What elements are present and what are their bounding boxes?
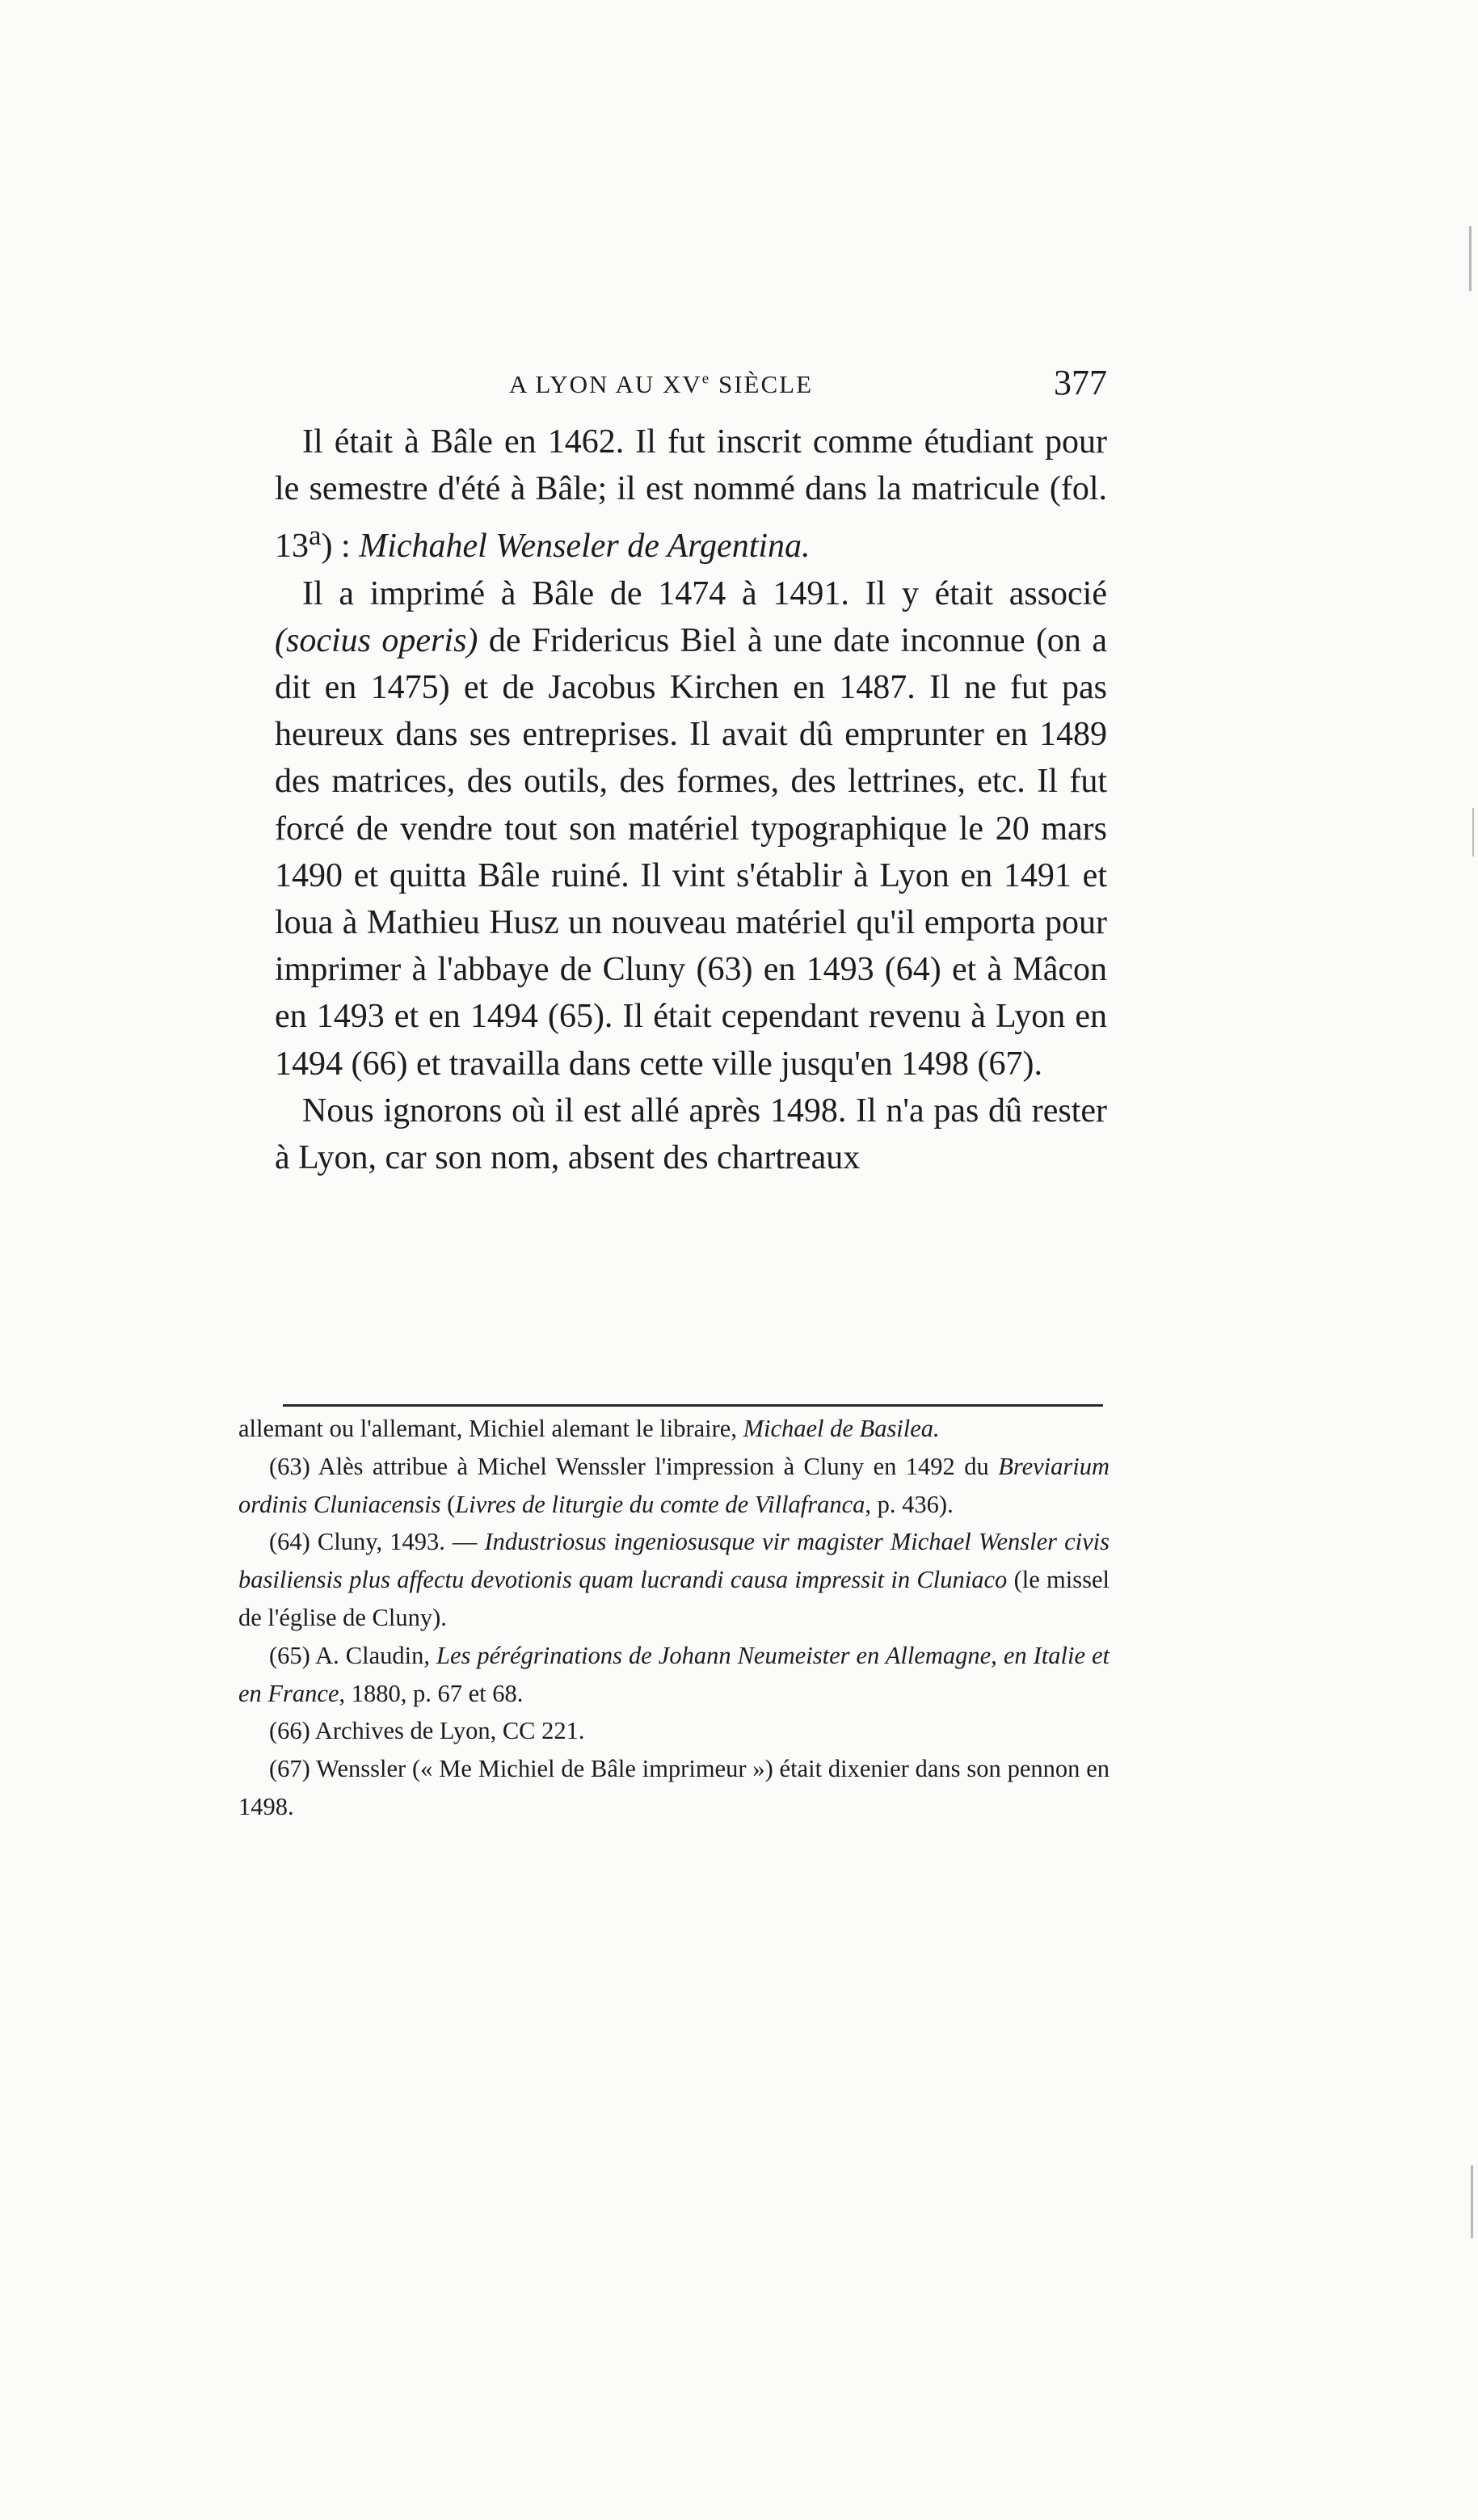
footnote-65-title: Les pérégrinations de Johann Neumeister en Allemagne, en Italie et en France — [238, 1641, 1110, 1707]
matricule-quote: Michahel Wenseler de Argentina. — [359, 528, 811, 566]
footnote-continuation-italic: Michael de Basilea. — [743, 1415, 940, 1442]
footnote-63-paren: ( — [440, 1490, 456, 1518]
running-title — [509, 370, 813, 399]
running-title-text: A LYON AU XV — [509, 370, 702, 398]
footnote-65-end: , 1880, p. 67 et 68. — [339, 1679, 524, 1707]
footnote-67: (67) Wenssler (« Me Michiel de Bâle imprimeur ») était dixenier dans son pennon en 1498. — [238, 1755, 1110, 1820]
scan-edge-mark — [1471, 2165, 1473, 2238]
paragraph-1-colon: ) : — [321, 528, 360, 566]
scan-edge-mark — [1472, 808, 1474, 856]
footnote-65 — [238, 1637, 1110, 1713]
footnote-63-title: Breviarium ordinis Cluniacensis — [238, 1452, 1110, 1518]
footnote-64-colophon: Industriosus ingeniosusque vir magister Michael Wensler civis basiliensis plus affectu devotionis quam lucrandi causa impressit in Cluniaco — [238, 1528, 1110, 1594]
page-number: 377 — [1054, 363, 1107, 402]
paragraph-2-rest: de Fridericus Biel à une date inconnue (on a dit en 1475) et de Jacobus Kirchen en 1487. Il ne fut pas heureux dans ses entreprises. Il avait dû emprunter en 1489 des matrices, des outils, des formes, des lettrines, etc. Il fut forcé de vendre tout son matériel typographique le 20 mars 1490 et quitta Bâle ruiné. Il vint s'établir à Lyon en 1491 et loua à Mathieu Husz un nouveau matériel qu'il emporta pour imprimer à l'abbaye de Cluny (63) en 1493 (64) et à Mâcon en 1493 et en 1494 (65). Il était cependant revenu à Lyon en 1494 (66) et travailla dans cette ville jusqu'en 1498 (67). — [275, 621, 1107, 1083]
footnote-63-text: (63) Alès attribue à Michel Wenssler l'impression à Cluny en 1492 du — [269, 1452, 999, 1480]
footnote-63-page: , p. 436). — [865, 1490, 954, 1518]
paragraph-2-text: Il a imprimé à Bâle de 1474 à 1491. Il y était associé — [302, 574, 1107, 612]
footnote-66: (66) Archives de Lyon, CC 221. — [269, 1717, 585, 1745]
paragraph-2 — [275, 570, 1107, 1088]
paragraph-1-text: Il était à Bâle en 1462. Il fut inscrit comme étudiant pour le semestre d'été à Bâle; il est nommé dans la matricule (fol. 13 — [275, 423, 1107, 566]
footnote-separator — [283, 1404, 1103, 1407]
body-text — [275, 419, 1107, 1181]
footnote-64-end: (le missel de l'église de Cluny). — [238, 1566, 1110, 1631]
footnote-continuation — [238, 1410, 1110, 1448]
running-head — [275, 362, 1107, 410]
running-title-superscript: e — [701, 370, 711, 388]
socius-operis-italic: (socius operis) — [275, 621, 478, 659]
footnote-63-source: Livres de liturgie du comte de Villafranca — [455, 1490, 865, 1518]
footnotes — [238, 1410, 1110, 1826]
running-title-end: SIÈCLE — [710, 370, 814, 398]
footnote-continuation-text: allemant ou l'allemant, Michiel alemant le libraire, — [238, 1415, 743, 1442]
paragraph-1 — [275, 419, 1107, 570]
footnote-64 — [238, 1523, 1110, 1636]
footnote-64-text: (64) Cluny, 1493. — — [269, 1528, 485, 1556]
folio-superscript: a — [309, 520, 322, 552]
scan-edge-mark — [1469, 226, 1472, 291]
footnote-63 — [238, 1448, 1110, 1524]
footnote-65-text: (65) A. Claudin, — [269, 1641, 437, 1669]
paragraph-3: Nous ignorons où il est allé après 1498. Il n'a pas dû rester à Lyon, car son nom, absent des chartreaux — [275, 1092, 1107, 1177]
